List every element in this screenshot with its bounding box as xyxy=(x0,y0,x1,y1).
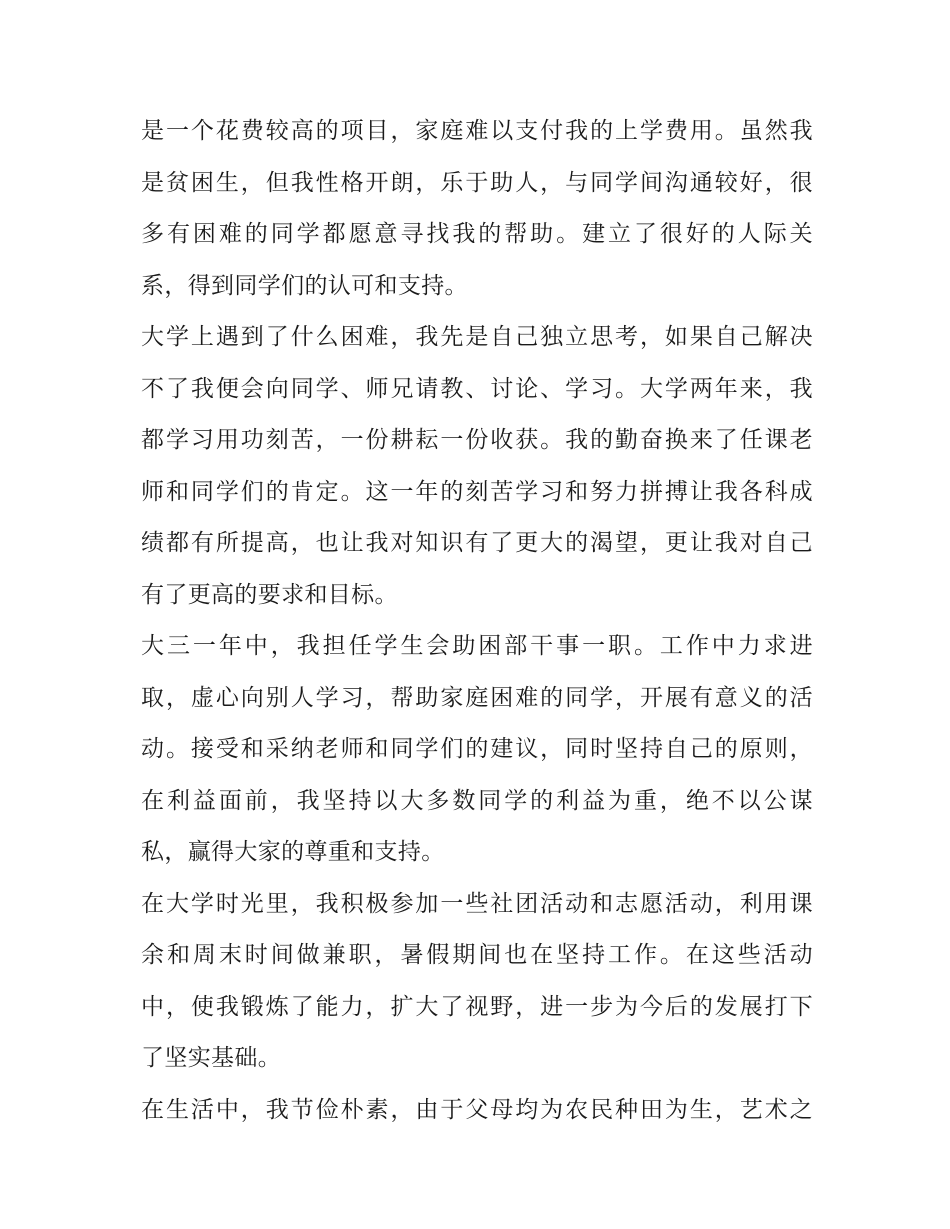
paragraph-1 xyxy=(141,106,813,312)
paragraph-3 xyxy=(141,621,813,879)
text-line: 师和同学们的肯定。这一年的刻苦学习和努力拼搏让我各科成 xyxy=(141,478,813,505)
text-line: 多有困难的同学都愿意寻找我的帮助。建立了很好的人际关 xyxy=(141,221,813,247)
document-body xyxy=(141,106,813,1136)
text-line: 不了我便会向同学、师兄请教、讨论、学习。大学两年来，我 xyxy=(141,375,813,402)
text-line: 有了更高的要求和目标。 xyxy=(141,581,398,608)
text-line: 系，得到同学们的认可和支持。 xyxy=(141,272,468,299)
text-line: 私，赢得大家的尊重和支持。 xyxy=(141,839,445,865)
text-line: 动。接受和采纳老师和同学们的建议，同时坚持自己的原则， xyxy=(141,736,813,762)
paragraph-4 xyxy=(141,879,813,1085)
text-line: 在利益面前，我坚持以大多数同学的利益为重，绝不以公谋 xyxy=(141,787,813,814)
text-line: 绩都有所提高，也让我对知识有了更大的渴望，更让我对自己 xyxy=(141,530,813,556)
text-line: 都学习用功刻苦，一份耕耘一份收获。我的勤奋换来了任课老 xyxy=(141,427,813,453)
text-line: 中，使我锻炼了能力，扩大了视野，进一步为今后的发展打下 xyxy=(141,993,813,1020)
text-line: 是贫困生，但我性格开朗，乐于助人，与同学间沟通较好，很 xyxy=(141,169,813,196)
text-line: 大学上遇到了什么困难，我先是自己独立思考，如果自己解决 xyxy=(141,324,813,350)
text-line: 在生活中，我节俭朴素，由于父母均为农民种田为生，艺术之 xyxy=(141,1096,813,1123)
text-line: 取，虚心向别人学习，帮助家庭困难的同学，开展有意义的活 xyxy=(141,684,813,711)
text-line: 了坚实基础。 xyxy=(141,1045,282,1071)
text-line: 在大学时光里，我积极参加一些社团活动和志愿活动，利用课 xyxy=(141,890,813,917)
text-line: 余和周末时间做兼职，暑假期间也在坚持工作。在这些活动 xyxy=(141,942,813,968)
paragraph-5 xyxy=(141,1085,813,1137)
text-line: 是一个花费较高的项目，家庭难以支付我的上学费用。虽然我 xyxy=(141,118,813,144)
paragraph-2 xyxy=(141,312,813,621)
text-line: 大三一年中，我担任学生会助困部干事一职。工作中力求进 xyxy=(141,633,813,659)
